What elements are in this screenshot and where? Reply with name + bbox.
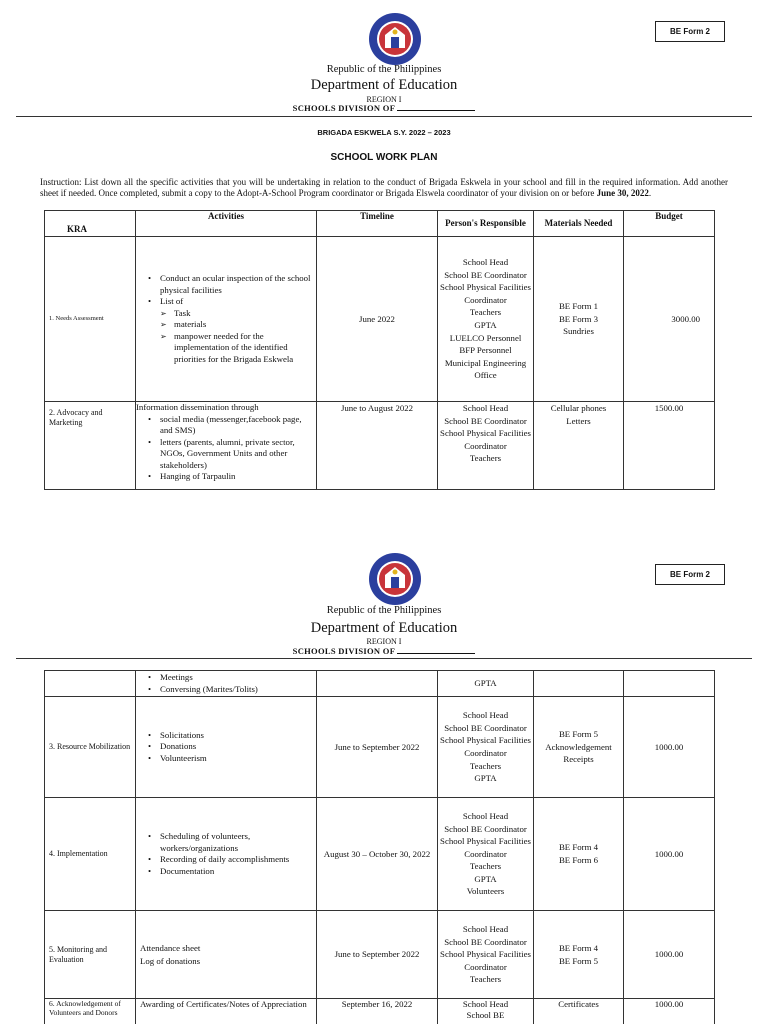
- materials-cell: Certificates: [534, 999, 624, 1024]
- timeline-cell: June to August 2022: [317, 402, 438, 490]
- persons-cell: GPTA: [438, 671, 534, 697]
- header-persons: Person's Responsible: [438, 211, 534, 237]
- instruction-body: Instruction: List down all the specific activities that you will be undertaking in relation to the conduct of Brigada Eskwela in your school and fill in the required information. Add another sheet if needed. Once completed, submit a copy to the Adopt-A-School Program coordinator or Brigada Elswela coordinator of your division on or before: [40, 177, 728, 198]
- activities-cell: [136, 671, 317, 697]
- kra-cell: [45, 671, 136, 697]
- page-gap: [0, 505, 768, 540]
- activities-cell: [136, 911, 317, 999]
- list-item: • social media (messenger,facebook page, and SMS): [146, 414, 316, 437]
- budget-cell: 1500.00: [624, 402, 715, 490]
- materials-cell: [534, 671, 624, 697]
- list-item: • Hanging of Tarpaulin: [146, 471, 316, 483]
- republic-heading: Republic of the Philippines: [326, 605, 442, 616]
- kra-cell: 1. Needs Assessment: [45, 237, 136, 402]
- timeline-cell: [317, 671, 438, 697]
- persons-cell: School Head School BE Coordinator School Physical Facilities Coordinator Teachers: [438, 911, 534, 999]
- list-item: ➢ manpower needed for the implementation of the identified priorities for the Brigada Eskwela: [160, 331, 316, 366]
- activities-cell: Awarding of Certificates/Notes of Appreciation: [136, 999, 317, 1024]
- table-row: [45, 999, 715, 1024]
- budget-cell: 1000.00: [624, 999, 715, 1024]
- materials-cell: BE Form 1 BE Form 3 Sundries: [534, 237, 624, 402]
- division-label: SCHOOLS DIVISION OF: [292, 103, 395, 113]
- materials-cell: BE Form 4 BE Form 5: [534, 911, 624, 999]
- materials-cell: BE Form 4 BE Form 6: [534, 798, 624, 911]
- table-row: [45, 671, 715, 697]
- persons-cell: School Head School BE Coordinator School Physical Facilities Coordinator Teachers GPTA Volunteers: [438, 798, 534, 911]
- deped-seal-icon: [368, 12, 422, 66]
- timeline-cell: September 16, 2022: [317, 999, 438, 1024]
- header-rule: [16, 658, 752, 659]
- division-label: SCHOOLS DIVISION OF: [292, 646, 395, 656]
- table-header-row: [45, 211, 715, 237]
- document-page-1: [0, 0, 768, 505]
- budget-cell: [624, 671, 715, 697]
- list-item: • Conversing (Marites/Tolits): [146, 684, 316, 696]
- kra-cell: 6. Acknowledgement of Volunteers and Donors: [45, 999, 136, 1024]
- division-heading: [0, 103, 768, 113]
- header-rule: [16, 116, 752, 117]
- header-timeline: Timeline: [317, 211, 438, 237]
- program-title: BRIGADA ESKWELA S.Y. 2022 – 2023: [317, 128, 451, 137]
- instruction-text: [40, 177, 728, 198]
- timeline-cell: June to September 2022: [317, 911, 438, 999]
- region-heading: REGION I: [366, 95, 402, 104]
- list-item: • Solicitations: [146, 730, 316, 742]
- deped-seal-icon: [368, 552, 422, 606]
- table-row: [45, 911, 715, 999]
- persons-cell: School Head School BE Coordinator School Physical Facilities Coordinator Teachers GPTA: [438, 697, 534, 798]
- work-plan-table-page-1: [44, 210, 715, 490]
- timeline-cell: June to September 2022: [317, 697, 438, 798]
- list-item: • List of ➢ Task ➢ materials ➢ manpower needed for the implementation of the identified priorities for the Brigada Eskwela: [146, 296, 316, 365]
- list-item: • Conduct an ocular inspection of the school physical facilities: [146, 273, 316, 296]
- division-blank-line: [397, 653, 475, 654]
- activities-cell: [136, 237, 317, 402]
- republic-heading: Republic of the Philippines: [326, 64, 442, 75]
- list-item: • Donations: [146, 741, 316, 753]
- list-item: Log of donations: [140, 955, 201, 966]
- header-kra: KRA: [45, 211, 136, 237]
- form-label-box: BE Form 2: [655, 21, 725, 42]
- budget-cell: 3000.00: [624, 237, 715, 402]
- form-label-box: BE Form 2: [655, 564, 725, 585]
- work-plan-table-page-2: [44, 670, 715, 1024]
- budget-cell: 1000.00: [624, 798, 715, 911]
- list-item: • Meetings: [146, 672, 316, 684]
- materials-cell: Cellular phones Letters: [534, 402, 624, 490]
- region-heading: REGION I: [366, 637, 402, 646]
- list-item: • letters (parents, alumni, private sector, NGOs, Government Units and other stakeholders): [146, 437, 316, 472]
- persons-cell: School Head School BE Coordinator School Physical Facilities Coordinator Teachers: [438, 402, 534, 490]
- list-item: • Volunteerism: [146, 753, 316, 765]
- table-row: [45, 798, 715, 911]
- department-heading: Department of Education: [310, 620, 458, 636]
- budget-cell: 1000.00: [624, 911, 715, 999]
- header-materials: Materials Needed: [534, 211, 624, 237]
- list-item: • Documentation: [146, 866, 316, 878]
- kra-cell: 2. Advocacy and Marketing: [45, 402, 136, 490]
- document-page-2: [0, 540, 768, 1024]
- plan-title: SCHOOL WORK PLAN: [330, 152, 438, 163]
- table-row: [45, 237, 715, 402]
- instruction-deadline: June 30, 2022: [596, 187, 649, 198]
- department-heading: Department of Education: [310, 77, 458, 93]
- table-row: [45, 697, 715, 798]
- timeline-cell: August 30 – October 30, 2022: [317, 798, 438, 911]
- materials-cell: BE Form 5 Acknowledgement Receipts: [534, 697, 624, 798]
- budget-cell: 1000.00: [624, 697, 715, 798]
- kra-cell: 3. Resource Mobilization: [45, 697, 136, 798]
- list-item: • Scheduling of volunteers, workers/organizations: [146, 831, 316, 854]
- kra-cell: 4. Implementation: [45, 798, 136, 911]
- header-activities: Activities: [136, 211, 317, 237]
- activities-cell: [136, 697, 317, 798]
- activities-cell: Information dissemination through • social media (messenger,facebook page, and SMS) • letters (parents, alumni, private sector, NGOs, Government Units and other stakeholders) • Hanging of Tarpaulin: [136, 402, 317, 490]
- division-heading: [0, 646, 768, 656]
- timeline-cell: June 2022: [317, 237, 438, 402]
- list-item: Attendance sheet: [140, 942, 201, 953]
- header-budget: Budget: [624, 211, 715, 237]
- list-item: ➢ Task: [160, 308, 316, 320]
- persons-cell: School Head School BE: [438, 999, 534, 1024]
- list-item: ➢ materials: [160, 319, 316, 331]
- persons-cell: School Head School BE Coordinator School Physical Facilities Coordinator Teachers GPTA LUELCO Personnel BFP Personnel Municipal Engineering Office: [438, 237, 534, 402]
- activities-cell: [136, 798, 317, 911]
- list-item: • Recording of daily accomplishments: [146, 854, 316, 866]
- instruction-end: .: [648, 187, 652, 198]
- table-row: [45, 402, 715, 490]
- division-blank-line: [397, 110, 475, 111]
- kra-cell: 5. Monitoring and Evaluation: [45, 911, 136, 999]
